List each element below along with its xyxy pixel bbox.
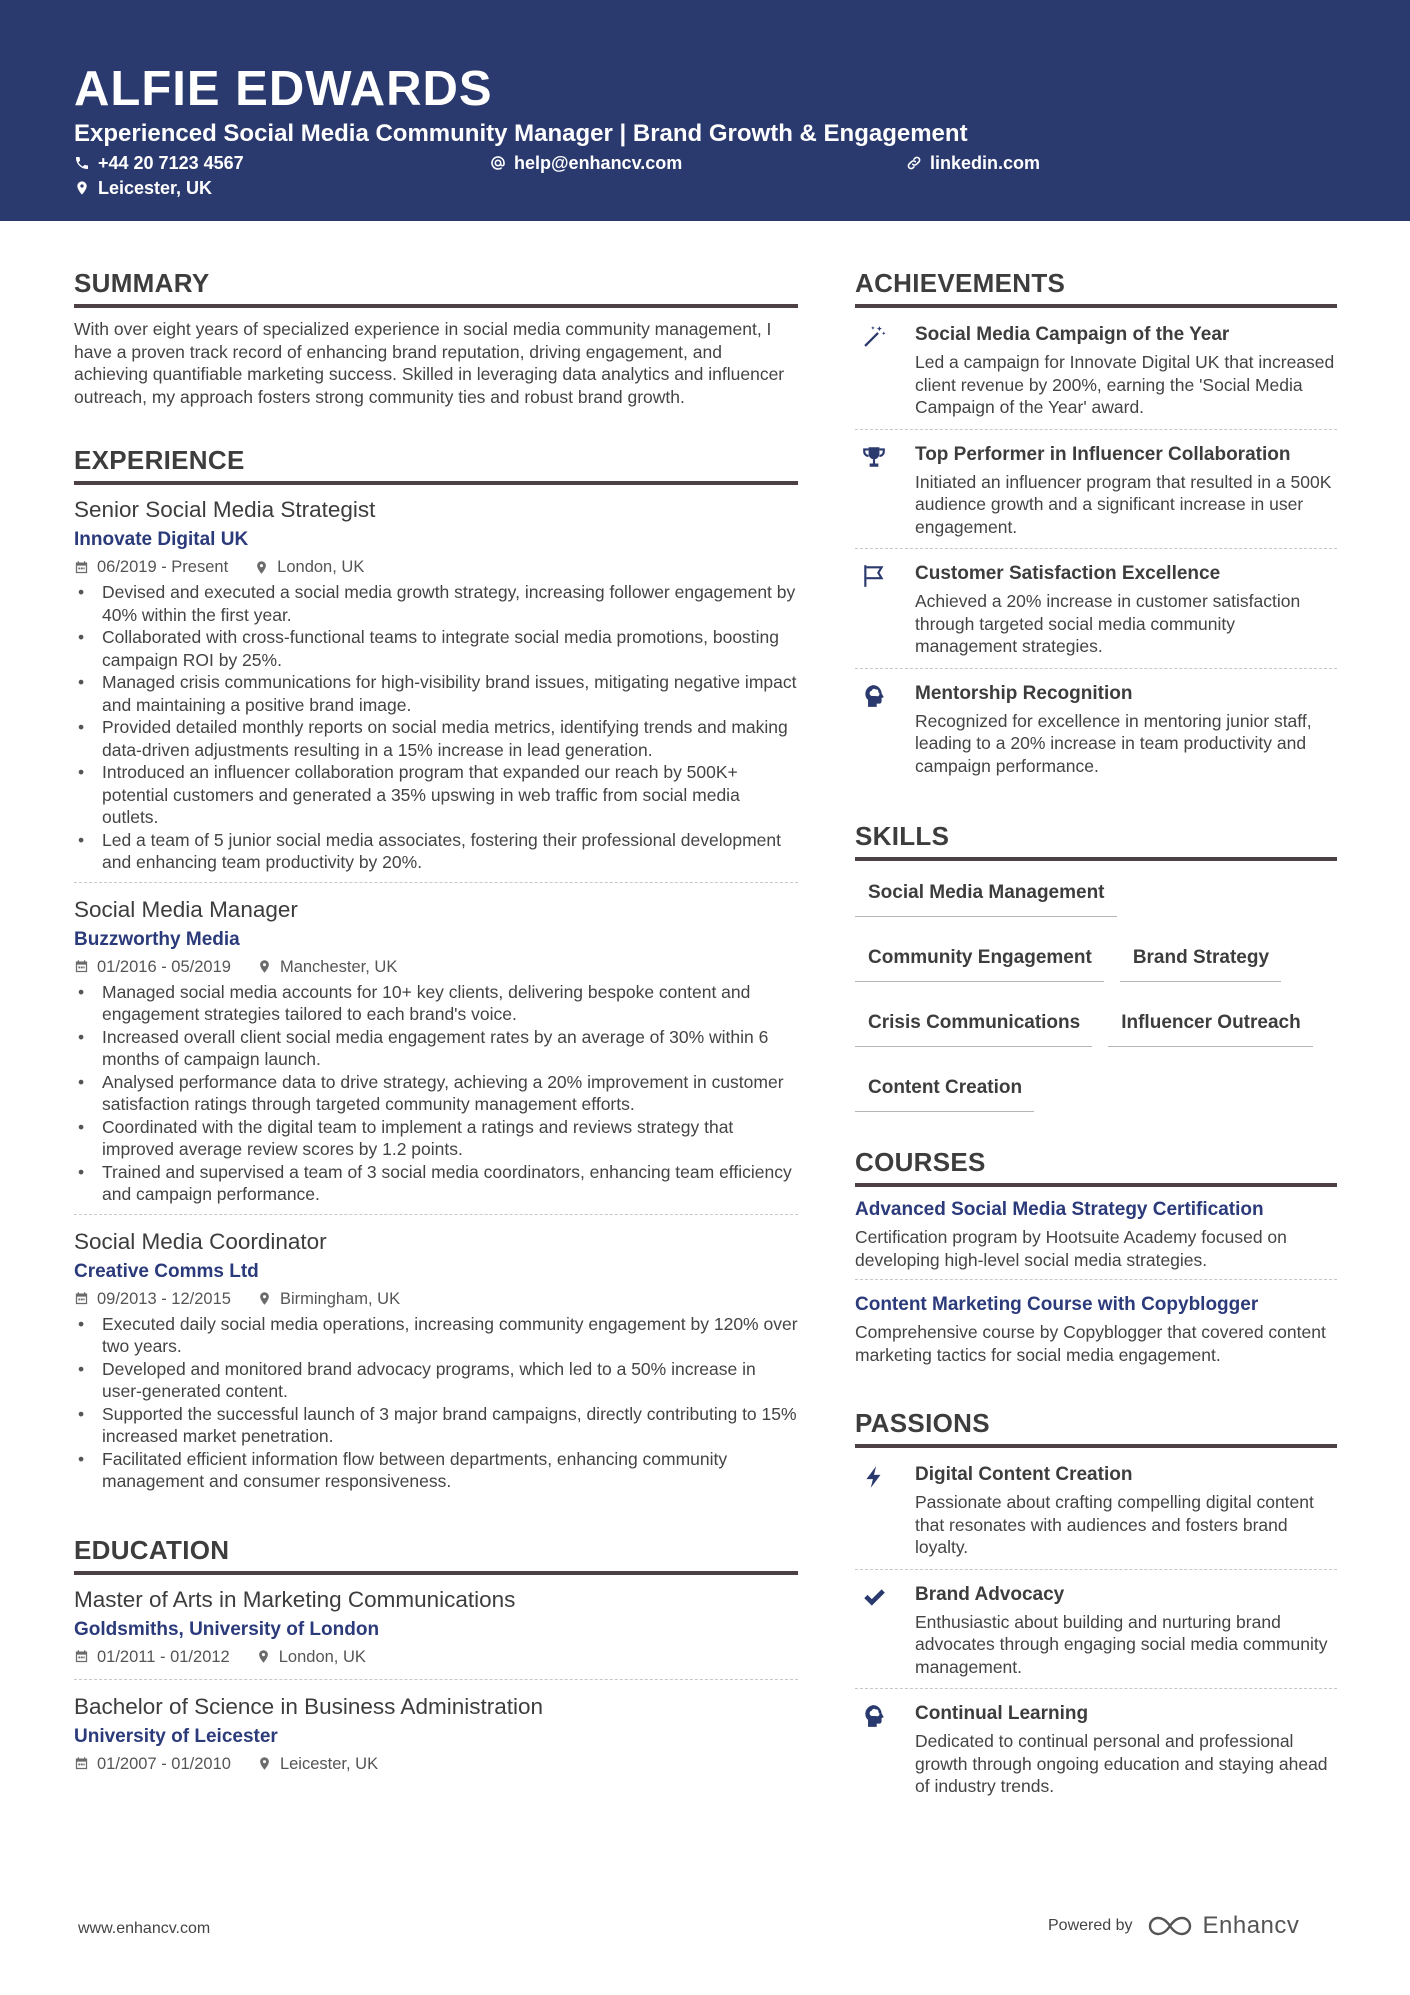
job-bullet: • Managed crisis communications for high-visibility brand issues, mitigating negative impact and maintaining a positive brand image. [74,671,798,716]
experience-heading: EXPERIENCE [74,443,798,485]
education-dates-text: 01/2007 - 01/2010 [97,1754,231,1773]
passion-item-icon-wrap [855,1701,893,1798]
education-entry [74,1679,798,1786]
course-item [855,1279,1337,1374]
job-bullet: • Collaborated with cross-functional teams to integrate social media promotions, boosting campaign ROI by 25%. [74,626,798,671]
achievement-item-icon-wrap [855,322,893,419]
education-location [257,1753,378,1775]
education-degree: Master of Arts in Marketing Communications [74,1586,516,1612]
job-bullet: • Facilitated efficient information flow between departments, enhancing community management and consumer responsiveness. [74,1448,798,1493]
course-title: Content Marketing Course with Copyblogger [855,1294,1259,1315]
passion-item-description: Passionate about crafting compelling digital content that resonates with audiences and fosters brand loyalty. [915,1492,1314,1557]
job-bullet: • Analysed performance data to drive strategy, achieving a 20% improvement in customer satisfaction ratings through targeted community management efforts. [74,1071,798,1116]
job-bullet: • Developed and monitored brand advocacy programs, which led to a 50% increase in user-generated content. [74,1358,798,1403]
achievement-item-body [915,681,1337,778]
job-meta [74,556,798,578]
achievement-item-icon-wrap [855,442,893,539]
skills-heading: SKILLS [855,819,1337,861]
passion-item [855,1569,1337,1689]
achievement-item-title: Social Media Campaign of the Year [915,324,1230,345]
course-item [855,1197,1337,1279]
contact-linkedin[interactable] [906,151,1040,175]
passion-item-title: Digital Content Creation [915,1464,1133,1485]
location-text: Leicester, UK [98,178,213,198]
job-bullet: • Devised and executed a social media growth strategy, increasing follower engagement by 40% within the first year. [74,581,798,626]
job-location-text: Birmingham, UK [279,1289,401,1308]
education-dates [74,1753,231,1775]
achievement-item-body [915,561,1337,658]
right-column [855,266,1337,1808]
course-title: Advanced Social Media Strategy Certification [855,1199,1264,1220]
job-location-text: London, UK [277,558,365,576]
skill-tag: Brand Strategy [1120,936,1281,982]
left-column [74,266,798,1786]
job-role: Senior Social Media Strategist [74,497,376,522]
skill-tag: Crisis Communications [855,1001,1092,1047]
passion-item-body [915,1701,1337,1798]
brand-name: Enhancv [1202,1912,1300,1939]
passion-item-description: Dedicated to continual personal and professional growth through ongoing education and staying ahead of industry trends. [915,1731,1328,1796]
job-bullet: • Coordinated with the digital team to implement a ratings and reviews strategy that improved average review scores by 1.2 points. [74,1116,798,1161]
education-entry [74,1585,798,1679]
candidate-title: Experienced Social Media Community Manager | Brand Growth & Engagement [74,120,968,147]
job-bullets [74,1313,798,1493]
head-brain-icon [861,683,887,709]
at-icon [490,155,506,171]
passion-item [855,1688,1337,1808]
achievement-item-title: Top Performer in Influencer Collaboration [915,443,1291,465]
job-dates-text: 09/2013 - 12/2015 [97,1289,231,1308]
job-role: Social Media Manager [74,896,298,922]
lightning-icon [861,1464,887,1490]
education-meta [74,1646,798,1668]
magic-wand-icon [861,324,887,350]
passion-item-title: Brand Advocacy [915,1583,1065,1605]
passion-item-title: Continual Learning [915,1703,1089,1724]
skill-tag: Social Media Management [855,871,1117,917]
job-bullets [74,981,798,1206]
job-bullet: • Provided detailed monthly reports on social media metrics, identifying trends and making data-driven adjustments resulting in a 15% increase in lead generation. [74,716,798,761]
job-location [254,556,364,578]
job-company: Innovate Digital UK [74,529,249,550]
job-bullet: • Supported the successful launch of 3 major brand campaigns, directly contributing to 15% increased market penetration. [74,1403,798,1448]
location-pin-icon [74,180,90,196]
link-icon [906,155,922,171]
job-location [257,1288,400,1310]
education-dates [74,1646,230,1668]
achievement-item-title: Mentorship Recognition [915,682,1133,704]
contact-phone [74,151,244,175]
head-brain-icon [861,1703,887,1729]
location-pin-icon [254,560,269,575]
experience-section [74,443,798,1501]
education-location [256,1646,366,1668]
job-bullet: • Executed daily social media operations, increasing community engagement by 120% over two years. [74,1313,798,1358]
passion-item-body [915,1462,1337,1559]
trophy-icon [861,444,887,470]
achievement-item-title: Customer Satisfaction Excellence [915,563,1221,584]
job-bullet: • Trained and supervised a team of 3 social media coordinators, enhancing team efficiency and campaign performance. [74,1161,798,1206]
passions-section [855,1406,1337,1808]
calendar-icon [74,560,89,575]
achievement-item [855,668,1337,788]
achievement-item-body [915,322,1337,419]
linkedin-text[interactable]: linkedin.com [930,153,1041,173]
achievement-item-description: Achieved a 20% increase in customer satisfaction through targeted social media community management strategies. [915,591,1301,656]
contact-email[interactable] [490,151,682,175]
job-entry [74,1214,798,1501]
job-meta [74,956,798,978]
achievement-item-icon-wrap [855,561,893,658]
powered-by-label: Powered by [1048,1917,1133,1934]
courses-section [855,1145,1337,1374]
skill-tag: Content Creation [855,1066,1034,1112]
job-location-text: Manchester, UK [279,957,398,976]
skill-tag: Community Engagement [855,936,1104,982]
contact-location [74,176,212,200]
enhancv-logo[interactable] [1147,1912,1300,1940]
passion-item-icon-wrap [855,1582,893,1679]
job-company: Creative Comms Ltd [74,1260,259,1282]
achievements-heading: ACHIEVEMENTS [855,266,1337,308]
summary-heading: SUMMARY [74,266,798,308]
passion-item-icon-wrap [855,1462,893,1559]
achievement-item-body [915,442,1337,539]
job-bullet: • Introduced an influencer collaboration program that expanded our reach by 500K+ potential customers and generated a 35% upswing in web traffic from social media outlets. [74,761,798,829]
calendar-icon [74,959,89,974]
education-heading: EDUCATION [74,1533,798,1575]
calendar-icon [74,1756,89,1771]
education-section [74,1533,798,1786]
education-school: University of Leicester [74,1725,278,1747]
achievements-list [855,318,1337,787]
resume-header [0,0,1410,221]
summary-section [74,266,798,408]
education-list [74,1585,798,1786]
skills-section [855,819,1337,1131]
job-dates [74,1288,231,1310]
job-bullets [74,581,798,874]
skill-tag: Influencer Outreach [1108,1001,1313,1047]
job-dates [74,556,228,578]
job-entry [74,882,798,1214]
flag-icon [861,563,887,589]
passion-item [855,1458,1337,1569]
passion-item-description: Enthusiastic about building and nurturing brand advocates through engaging social media community management. [915,1611,1328,1677]
candidate-name: ALFIE EDWARDS [74,62,493,116]
courses-list [855,1197,1337,1374]
calendar-icon [74,1291,89,1306]
achievement-item [855,429,1337,549]
job-bullet: • Increased overall client social media engagement rates by an average of 30% within 6 months of campaign launch. [74,1026,798,1071]
location-pin-icon [257,959,272,974]
courses-heading: COURSES [855,1145,1337,1187]
job-role: Social Media Coordinator [74,1228,327,1254]
course-description: Comprehensive course by Copyblogger that covered content marketing tactics for social media engagement. [855,1322,1326,1365]
job-bullet: • Managed social media accounts for 10+ key clients, delivering bespoke content and engagement strategies tailored to each brand's voice. [74,981,798,1026]
skills-list [855,871,1337,1131]
email-text[interactable]: help@enhancv.com [514,153,683,173]
education-school: Goldsmiths, University of London [74,1618,380,1640]
location-pin-icon [257,1756,272,1771]
job-dates-text: 01/2016 - 05/2019 [97,957,231,976]
job-dates [74,956,231,978]
location-pin-icon [256,1649,271,1664]
education-degree: Bachelor of Science in Business Administration [74,1693,543,1719]
achievement-item-description: Led a campaign for Innovate Digital UK that increased client revenue by 200%, earning the 'Social Media Campaign of the Year' award. [915,352,1335,417]
achievements-section [855,266,1337,787]
location-pin-icon [257,1291,272,1306]
passion-item-body [915,1582,1337,1679]
summary-text: With over eight years of specialized experience in social media community management, I have a proven track record of enhancing brand reputation, driving engagement, and achieving quantifiable marketing success. Skilled in leveraging data analytics and influencer outreach, my approach fosters strong community ties and robust brand growth. [74,319,785,407]
phone-text: +44 20 7123 4567 [98,153,244,173]
job-dates-text: 06/2019 - Present [97,558,229,576]
education-location-text: London, UK [278,1647,366,1666]
passions-list [855,1458,1337,1808]
footer-website[interactable]: www.enhancv.com [78,1920,211,1937]
experience-list [74,495,798,1501]
job-location [257,956,397,978]
job-company: Buzzworthy Media [74,928,240,950]
achievement-item [855,548,1337,668]
job-meta [74,1288,798,1310]
calendar-icon [74,1649,89,1664]
checkmark-icon [861,1584,887,1610]
education-meta [74,1753,798,1775]
course-description: Certification program by Hootsuite Academy focused on developing high-level social media strategies. [855,1227,1287,1270]
achievement-item-description: Recognized for excellence in mentoring junior staff, leading to a 20% increase in team productivity and campaign performance. [915,710,1312,776]
achievement-item-description: Initiated an influencer program that resulted in a 500K audience growth and a significant increase in user engagement. [915,471,1332,537]
footer-branding [1048,1912,1299,1940]
infinity-logo-icon [1147,1915,1193,1937]
phone-icon [74,155,90,171]
job-bullet: • Led a team of 5 junior social media associates, fostering their professional development and enhancing team productivity by 20%. [74,829,798,874]
achievement-item-icon-wrap [855,681,893,778]
education-dates-text: 01/2011 - 01/2012 [97,1647,230,1666]
job-entry [74,495,798,882]
passions-heading: PASSIONS [855,1406,1337,1448]
achievement-item [855,318,1337,429]
education-location-text: Leicester, UK [279,1754,379,1773]
